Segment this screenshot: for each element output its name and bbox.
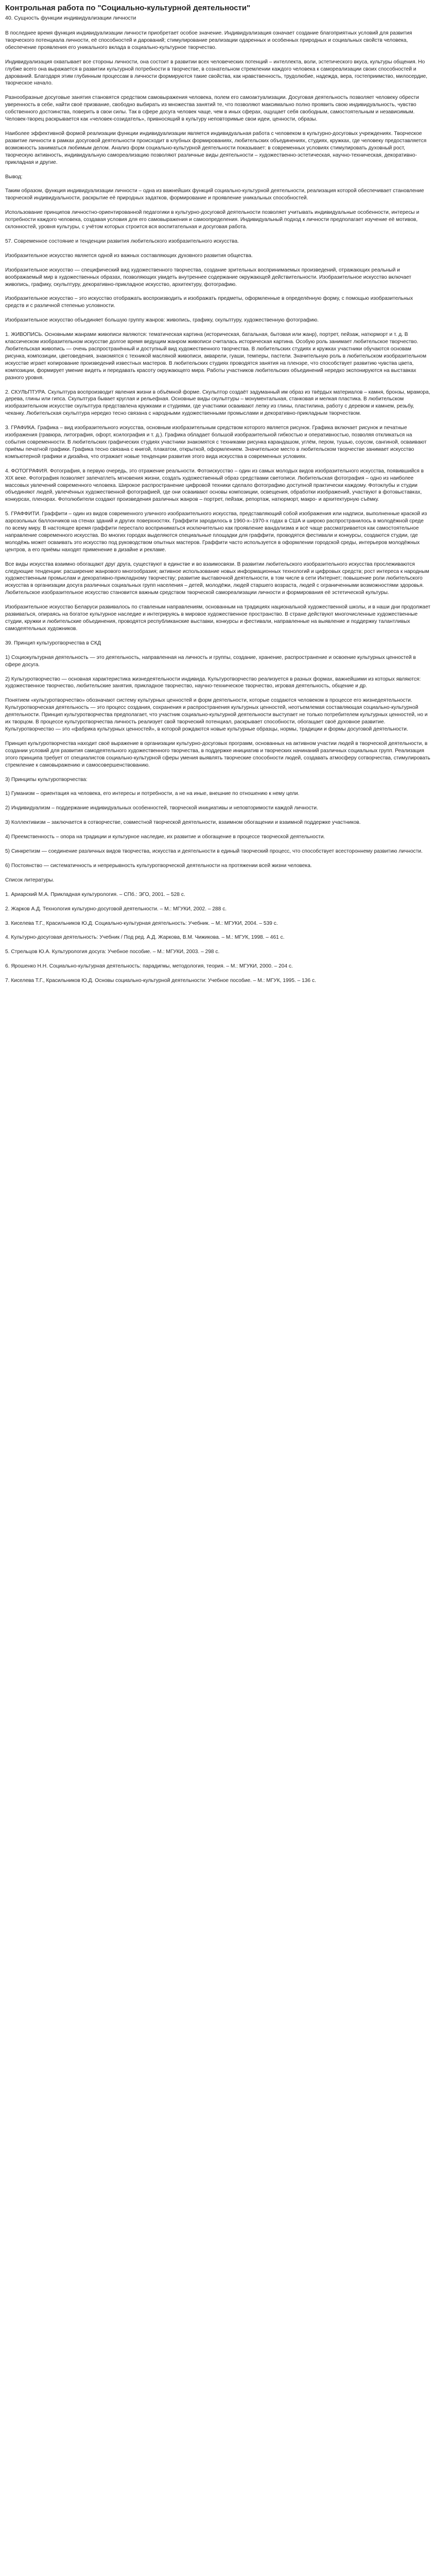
paragraph: 57. Современное состояние и тенденции развития любительского изобразительного искусства.	[5, 238, 239, 244]
paragraph: Изобразительное искусство Беларуси развивалось по ставленым направлениям, основанным на традициях национальной художественной школы, и в наши дни продолжает развиваться, опираясь на богатое культурное наследие и интегрируясь в мировое художественное пространство. В стране действуют многочисленные художественные студии, кружки и любительские объединения, проводятся республиканские выставки, конкурсы и фестивали, направленные на выявление и поддержку талантливых самодеятельных художников.	[5, 604, 432, 632]
paragraph-gap	[5, 260, 431, 267]
paragraph: 2. Жарков А.Д. Технология культурно-досуговой деятельности. – М.: МГУКИ, 2002. – 288 с.	[5, 906, 227, 912]
paragraph: 5. ГРАФФИТИ. Граффити – один из видов современного уличного изобразительного искусства, представляющий собой изображения или надписи, выполненные краской из аэрозольных баллончиков на стенах зданий и других поверхностях. Граффити зародилось в 1960-х–1970-х годах в США и широко распространилось в молодёжной среде по всему миру. В настоящее время граффити перестало восприниматься исключительно как проявление вандализма и всё чаще рассматривается как самостоятельное направление современного искусства. Во многих городах выделяются специальные площадки для граффити, проводятся фестивали и конкурсы, создаются студии, где молодёжь может осваивать это искусство под руководством опытных мастеров. Граффити часто используется в оформлении городской среды, интерьеров молодёжных центров, а его приёмы находят применение в дизайне и рекламе.	[5, 511, 429, 553]
paragraph: Разнообразные досуговые занятия становятся средством самовыражения человека, полем его самоактуализации. Досуговая деятельность позволяет человеку обрести уверенность в себе, найти своё призвание, свободно выбирать из множества занятий те, что позволяют максимально полно проявить свою индивидуальность, чувство собственного достоинства, поверить в свои силы. Так в сфере досуга человек чаще, чем в иных сферах, ощущает себя свободным, самостоятельным и независимым. Человек-творец раскрывается как «человек-созидатель», привносящий в культуру неповторимые свои идеи, ценности, образы.	[5, 95, 421, 123]
paragraph-gap	[5, 970, 431, 977]
paragraph: 1) Социокультурная деятельность — это деятельность, направленная на личность и группы, создание, хранение, распространение и освоение культурных ценностей в сфере досуга.	[5, 654, 417, 668]
paragraph-gap	[5, 941, 431, 948]
paragraph-gap	[5, 633, 431, 640]
paragraph-gap	[5, 769, 431, 776]
paragraph: Все виды искусства взаимно обогащают друг друга, существуют в единстве и во взаимосвязи. В развитии любительского изобразительного искусства прослеживаются следующие тенденции: расширение жанрового многообразия; активное использование новых информационных технологий и цифровых средств; рост интереса к народным художественным промыслам и декоративно-прикладному творчеству; развитие выставочной деятельности, в том числе в сети Интернет; повышение роли любительского искусства в организации досуга различных социальных групп населения – детей, молодёжи, людей старшего возраста, людей с ограниченными возможностями здоровья. Любительское изобразительное искусство становится важным средством творческой самореализации личности и формирования её эстетической культуры.	[5, 561, 431, 596]
paragraph-gap	[5, 202, 431, 209]
paragraph: Индивидуализация охватывает все стороны личности, она состоит в развитии всех человеческих потенций – интеллекта, воли, эстетического вкуса, культуры общения. Но глубже всего она выражается в развитии культурной потребности в творчестве, в сознательном стремлении каждого человека к самореализации своих способностей и дарований. Благодаря этим глубинным процессам в личности формируются такие свойства, как нравственность, трудолюбие, надежда, вера, гостеприимство, милосердие, творческое начало.	[5, 59, 429, 87]
paragraph-gap	[5, 733, 431, 740]
paragraph-gap	[5, 461, 431, 468]
paragraph: Использование принципов личностно-ориентированной педагогики в культурно-досуговой деятельности позволяет учитывать индивидуальные особенности, интересы и потребности каждого человека, создавая условия для его самовыражения и самоопределения. Индивидуальный подход к личности предполагает изучение её мотивов, склонностей, уровня культуры, с учётом которых строится вся воспитательная и досуговая работа.	[5, 210, 421, 230]
paragraph-gap	[5, 812, 431, 819]
paragraph: 6) Постоянство — систематичность и непрерывность культуротворческой деятельности на протяжении всей жизни человека.	[5, 862, 312, 869]
paragraph: Принцип культуротворчества находит своё выражение в организации культурно-досуговых программ, основанных на активном участии людей в творческой деятельности, в создании условий для развития самодеятельного художественного творчества, в поддержке инициатив и творческих начинаний различных социальных групп. Реализация этого принципа требует от специалистов социально-культурной сферы умения выявлять творческие способности людей, создавать атмосферу сотворчества, стимулировать стремление к самовыражению и самосовершенствованию.	[5, 740, 432, 768]
paragraph: 5. Стрельцов Ю.А. Культурология досуга: Учебное пособие. – М.: МГУКИ, 2003. – 298 с.	[5, 949, 220, 955]
paragraph-gap	[5, 927, 431, 934]
document-body	[5, 30, 431, 992]
paragraph: 4. Культурно-досуговая деятельность: Учебник / Под ред. А.Д. Жаркова, В.М. Чижикова. – М.: МГУК, 1998. – 461 с.	[5, 935, 285, 941]
paragraph: 3) Принципы культуротворчества:	[5, 776, 88, 783]
paragraph: Изобразительное искусство объединяет большую группу жанров: живопись, графику, скульптуру, художественную фотографию.	[5, 317, 319, 324]
paragraph-gap	[5, 826, 431, 834]
section-heading: 40. Сущность функции индивидуализации личности	[5, 15, 136, 21]
paragraph: Вывод:	[5, 174, 23, 180]
paragraph-gap	[5, 166, 431, 174]
paragraph-gap	[5, 180, 431, 188]
paragraph-gap	[5, 899, 431, 906]
paragraph-gap	[5, 783, 431, 790]
paragraph: Таким образом, функция индивидуализации личности – одна из важнейших функций социально-культурной деятельности, реализация которой обеспечивает становление творческой индивидуальности, раскрытие её природных задатков, формирование и проявление уникальных способностей.	[5, 188, 426, 201]
page-title: Контрольная работа по "Социально-культурной деятельности"	[5, 4, 251, 12]
paragraph: 5) Синкретизм — соединение различных видов творчества, искусства и деятельности в единый творческий процесс, что способствует всестороннему развитию личности.	[5, 849, 423, 855]
paragraph-gap	[5, 647, 431, 654]
paragraph-gap	[5, 597, 431, 604]
paragraph: 6. Ярошенко Н.Н. Социально-культурная деятельность: парадигмы, методология, теория. – М.: МГУКИ, 2000. – 204 с.	[5, 963, 293, 970]
paragraph-gap	[5, 417, 431, 425]
paragraph-gap	[5, 310, 431, 317]
paragraph-gap	[5, 956, 431, 963]
paragraph: Изобразительное искусство — специфический вид художественного творчества, создание зрительных воспринимаемых произведений, отражающих реальный и воображаемый мир в художественных образах, позволяющих увидеть внутреннее содержание окружающей действительности. Изобразительное искусство включает живопись, графику, скульптуру, декоративно-прикладное искусство, архитектуру, фотографию.	[5, 267, 413, 287]
paragraph-gap	[5, 503, 431, 511]
paragraph: 7. Киселева Т.Г., Красильников Ю.Д. Основы социально-культурной деятельности: Учебное пособие. – М.: МГУК, 1995. – 136 с.	[5, 978, 316, 984]
paragraph-gap	[5, 324, 431, 331]
paragraph-gap	[5, 841, 431, 848]
paragraph-gap	[5, 382, 431, 389]
paragraph-gap	[5, 554, 431, 561]
paragraph: 4. ФОТОГРАФИЯ. Фотография, в первую очередь, это отражение реальности. Фотоискусство – один из самых молодых видов изобразительного искусства, появившийся в XIX веке. Фотография позволяет запечатлеть мгновения жизни, создать художественный образ средствами светописи. Любительская фотография – одно из наиболее массовых увлечений современного человека. Широкое распространение цифровой техники сделало фотографию доступной практически каждому. Фотоклубы и студии объединяют людей, увлечённых художественной фотографией, где они осваивают основы композиции, освещения, обработки изображений, участвуют в фотовыставках, конкурсах, пленэрах. Фотолюбители создают произведения различных жанров – портрет, пейзаж, репортаж, натюрморт, макро- и архитектурную съёмку.	[5, 468, 425, 503]
paragraph: Изобразительное искусство является одной из важных составляющих духовного развития общества.	[5, 252, 253, 259]
paragraph-gap	[5, 855, 431, 862]
paragraph-gap	[5, 985, 431, 992]
paragraph-gap	[5, 884, 431, 891]
paragraph-gap	[5, 123, 431, 130]
paragraph-gap	[5, 690, 431, 697]
paragraph: Понятием «культуротворчество» обозначают систему культурных ценностей и форм деятельности, которые создаются человеком в процессе его жизнедеятельности. Культуротворческая деятельность — это процесс создания, сохранения и распространения культурных ценностей, неотъемлемая составляющая социально-культурной деятельности. Принцип культуротворчества предполагает, что участник социально-культурной деятельности выступает не только потребителем культурных ценностей, но и их творцом. В процессе культуротворчества личность реализует свой творческий потенциал, раскрывает способности, обогащает своё духовное развитие. Культуротворчество — это «фабрика культурных ценностей», в которой рождаются новые культурные образцы, нормы, традиции и формы досуговой деятельности.	[5, 698, 429, 732]
paragraph: Наиболее эффективной формой реализации функции индивидуализации является индивидуальная работа с человеком в культурно-досуговых учреждениях. Творческое развитие личности в рамках досуговой деятельности происходит в клубных формированиях, любительских объединениях, студиях, кружках, где человеку предоставляется возможность заниматься любимым делом. Анализ форм социально-культурной деятельности показывает: в современных условиях стимулировать духовный рост, творческую активность, индивидуальную самореализацию позволяют различные виды деятельности – художественно-эстетическая, научно-техническая, декоративно-прикладная и другие.	[5, 130, 428, 165]
paragraph: 3. Киселева Т.Г., Красильников Ю.Д. Социально-культурная деятельность: Учебник. – М.: МГУКИ, 2004. – 539 с.	[5, 920, 278, 926]
paragraph-gap	[5, 913, 431, 920]
paragraph: Список литературы.	[5, 877, 55, 883]
paragraph: 4) Преемственность – опора на традиции и культурное наследие, их развитие и обогащение в процессе творческой деятельности.	[5, 834, 325, 840]
paragraph: В последнее время функция индивидуализации личности приобретает особое значение. Индивидуализация означает создание благоприятных условий для развития творческого потенциала личности, её способностей и дарований; стимулирование реализации одаренных и особенных природных и социальных свойств человека, обеспечение проявления его уникального вклада в социально-культурное творчество.	[5, 30, 414, 50]
paragraph-gap	[5, 288, 431, 295]
paragraph: 1. ЖИВОПИСЬ. Основными жанрами живописи являются: тематическая картина (историческая, батальная, бытовая или жанр), портрет, пейзаж, натюрморт и т. д. В классическом изобразительном искусстве долгое время ведущим жанром живописи считалась историческая картина. Особую роль занимает любительское творчество. Любительская живопись — очень распространённый и доступный вид художественного творчества. В любительских студиях и кружках участники обучаются основам рисунка, композиции, цветоведения, знакомятся с техникой масляной живописи, акварели, гуаши, темперы, пастели. Значительную роль в любительском изобразительном искусстве играет копирование произведений известных мастеров. В любительских студиях проводятся занятия на пленэре, что способствует развитию чувства цвета, композиции, формирует умение видеть и передавать красоту окружающего мира. Работы участников любительских объединений нередко экспонируются на выставках разного уровня.	[5, 332, 428, 381]
paragraph: 3. ГРАФИКА. Графика – вид изобразительного искусства, основным изобразительным средством которого является рисунок. Графика включает рисунок и печатные изображения (гравюра, литография, офорт, ксилография и т. д.). Графика обладает большой изобразительной гибкостью и оперативностью, позволяя откликаться на события современности. В любительских графических студиях участники знакомятся с техниками рисунка карандашом, углём, пером, тушью, соусом, сангиной, осваивают приёмы печатной графики. Графика тесно связана с книгой, плакатом, открыткой, оформлением. Значительное место в любительском творчестве занимает искусство компьютерной графики и дизайна, что отражает новые тенденции развития этого вида искусства в современных условиях.	[5, 425, 428, 460]
document	[0, 0, 436, 992]
paragraph: Изобразительное искусство – это искусство отображать воспроизводить и изображать предметы, оформленные в определённую форму, с помощью изобразительных средств и с различной степенью условности.	[5, 296, 415, 309]
paragraph: 39. Принцип культуротворчества в СКД	[5, 640, 101, 646]
paragraph-gap	[5, 87, 431, 94]
paragraph: 2. СКУЛЬПТУРА. Скульптура воспроизводит явления жизни в объёмной форме. Скульптор создаёт задуманный им образ из твёрдых материалов – камня, бронзы, мрамора, дерева, глины или гипса. Скульптура бывает круглая и рельефная. Основные виды скульптуры – монументальная, станковая и мелкая пластика. В любительском изобразительном искусстве скульптура представлена кружками и студиями, где участники осваивают лепку из глины, пластилина, работу с деревом и камнем, резьбу, чеканку. Любительская скульптура нередко тесно связана с народными художественными промыслами и декоративно-прикладным творчеством.	[5, 389, 432, 417]
paragraph: 1. Ариарский М.А. Прикладная культурология. – СПб.: ЭГО, 2001. – 528 с.	[5, 891, 185, 897]
paragraph-gap	[5, 870, 431, 877]
paragraph: 2) Индивидуализм – поддержание индивидуальных особенностей, творческой инициативы и неповторимости каждой личности.	[5, 805, 318, 811]
paragraph-gap	[5, 231, 431, 238]
paragraph-gap	[5, 245, 431, 252]
paragraph: 2) Культуротворчество — основная характеристика жизнедеятельности индивида. Культуротворчество реализуется в разных формах, важнейшими из которых являются: художественное творчество, любительские занятия, прикладное творчество, научно-техническое творчество, игровая деятельность, общение и др.	[5, 676, 423, 689]
paragraph-gap	[5, 52, 431, 59]
paragraph: 3) Коллективизм – заключается в сотворчестве, совместной творческой деятельности, взаимном обогащении и взаимной поддержке участников.	[5, 820, 361, 826]
paragraph-gap	[5, 669, 431, 676]
paragraph-gap	[5, 798, 431, 805]
paragraph: 1) Гуманизм – ориентация на человека, его интересы и потребности, а не на иные, внешние по отношению к нему цели.	[5, 791, 300, 797]
